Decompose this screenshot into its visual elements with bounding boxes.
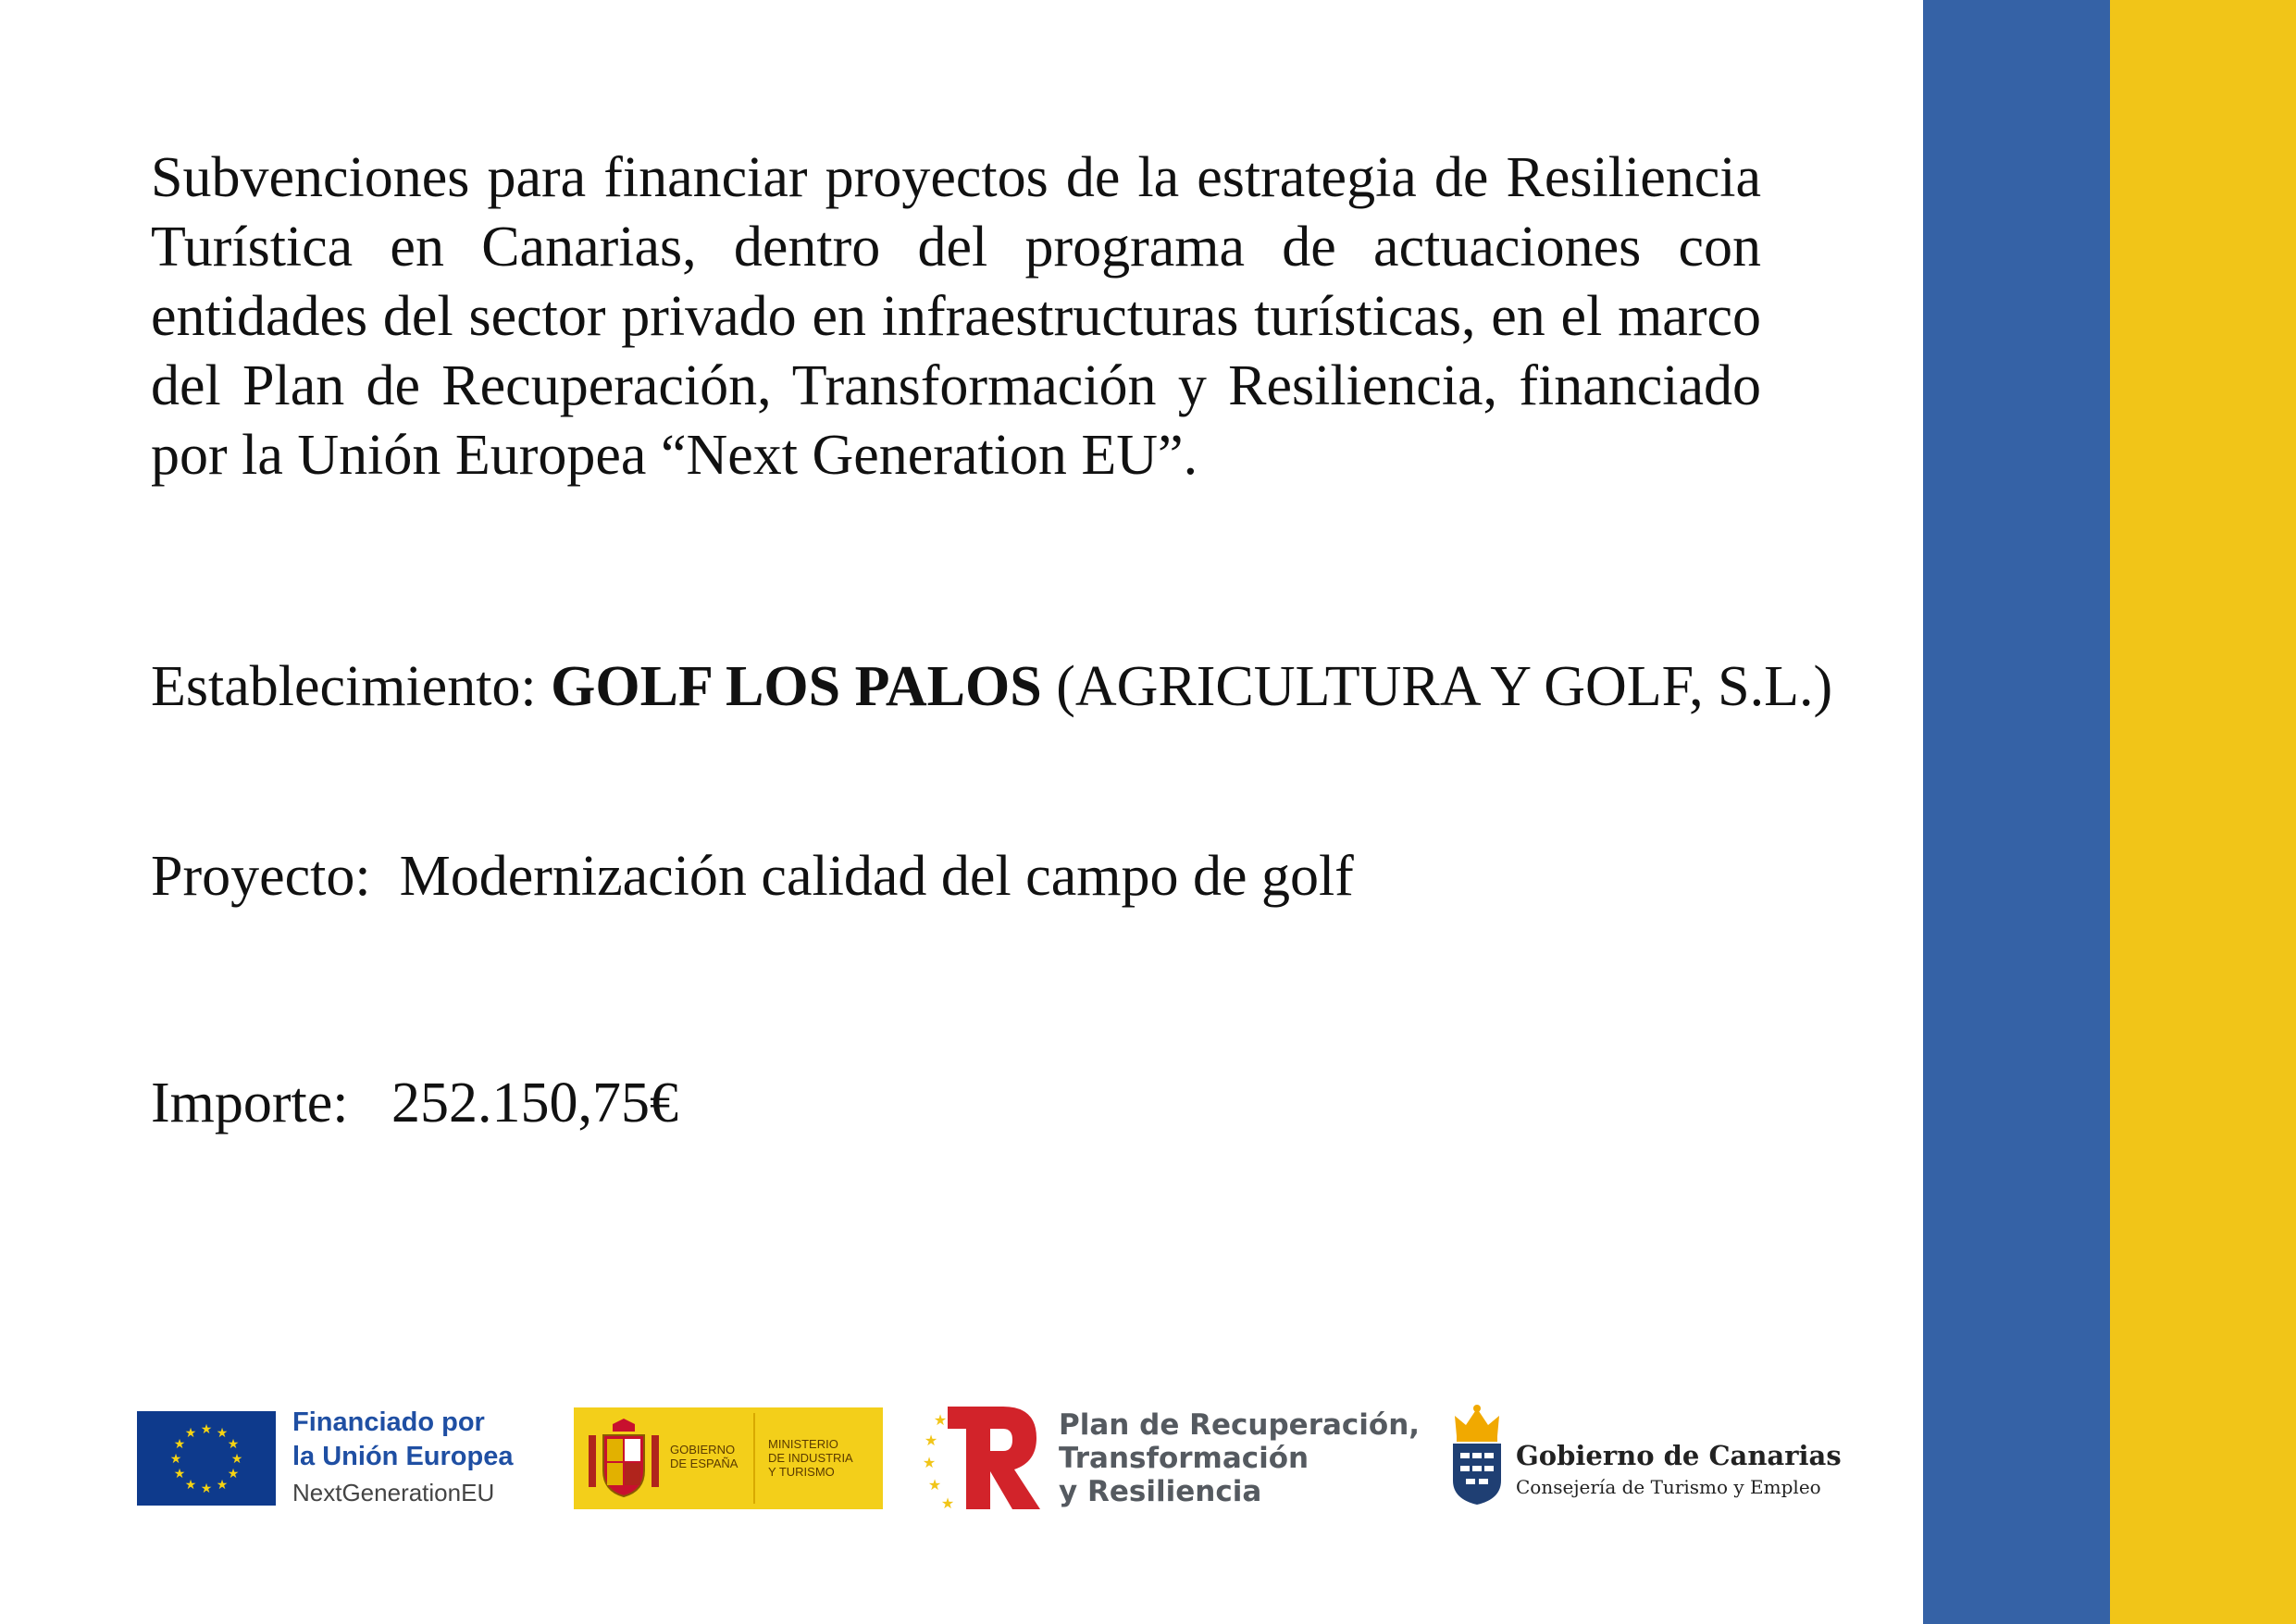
- ministerio-text: [768, 1437, 870, 1479]
- prtr-logo-icon: [922, 1405, 1042, 1511]
- plan-recuperacion-text: [1059, 1408, 1420, 1508]
- yellow-side-stripe: [2110, 0, 2296, 1624]
- svg-text:★: ★: [173, 1438, 186, 1452]
- establecimiento-label: Establecimiento:: [151, 655, 552, 718]
- canarias-crown-shield-icon: [1449, 1403, 1505, 1506]
- document-body: [151, 143, 1833, 1134]
- svg-text:★: ★: [173, 1468, 186, 1481]
- importe-value: 252.150,75€: [391, 1072, 678, 1134]
- establecimiento-name: GOLF LOS PALOS: [551, 655, 1042, 718]
- svg-text:★: ★: [927, 1478, 942, 1494]
- eu-line-2: la Unión Europea: [292, 1442, 514, 1471]
- intro-paragraph: Subvenciones para financiar proyectos de la estrategia de Resiliencia Turística en Canarias, dentro del programa de actuaciones con entidades del sector privado en infraestructuras turísticas, en el marco del Plan de Recuperación, Transformación y Resiliencia, financiado por la Unión Europea “Next Generation EU”.: [151, 146, 1761, 487]
- svg-text:★: ★: [184, 1479, 197, 1493]
- svg-text:★: ★: [184, 1427, 197, 1441]
- importe-label: Importe:: [151, 1072, 391, 1134]
- blue-side-stripe: [1923, 0, 2110, 1624]
- prtr-line-2: Transformación: [1059, 1442, 1309, 1475]
- gobierno-espana-logo: [574, 1407, 883, 1509]
- svg-text:★: ★: [940, 1496, 955, 1511]
- proyecto-line: [151, 842, 1354, 911]
- gobierno-line-2: DE ESPAÑA: [670, 1457, 738, 1470]
- establecimiento-company: (AGRICULTURA Y GOLF, S.L.): [1041, 655, 1833, 718]
- ministerio-line-1: MINISTERIO: [768, 1437, 838, 1451]
- svg-text:★: ★: [227, 1468, 240, 1481]
- gobierno-canarias-subtitle: Consejería de Turismo y Empleo: [1516, 1476, 1821, 1498]
- spain-logo-divider: [753, 1413, 755, 1504]
- svg-text:★: ★: [200, 1482, 213, 1496]
- importe-line: [151, 1069, 678, 1138]
- plan-recuperacion-logo: [922, 1405, 1421, 1516]
- ministerio-line-2: DE INDUSTRIA: [768, 1451, 853, 1465]
- gobierno-canarias-title: Gobierno de Canarias: [1516, 1440, 1842, 1471]
- svg-text:★: ★: [169, 1453, 182, 1467]
- svg-text:★: ★: [216, 1427, 229, 1441]
- svg-text:★: ★: [922, 1456, 937, 1471]
- gobierno-line-1: GOBIERNO: [670, 1443, 736, 1457]
- eu-funding-logo: [137, 1409, 526, 1511]
- ministerio-line-3: Y TURISMO: [768, 1465, 835, 1479]
- eu-flag-icon: [137, 1411, 276, 1506]
- svg-text:★: ★: [933, 1413, 948, 1429]
- eu-funding-text: [292, 1406, 513, 1511]
- spain-coat-of-arms-icon: [587, 1419, 661, 1500]
- svg-text:★: ★: [227, 1438, 240, 1452]
- proyecto-label: Proyecto:: [151, 845, 400, 908]
- establecimiento-line: [151, 652, 1832, 722]
- gobierno-canarias-logo: [1449, 1403, 1842, 1514]
- proyecto-value: Modernización calidad del campo de golf: [399, 845, 1354, 908]
- svg-text:★: ★: [200, 1423, 213, 1437]
- eu-line-3: NextGenerationEU: [292, 1479, 495, 1506]
- eu-line-1: Financiado por: [292, 1407, 485, 1437]
- prtr-line-1: Plan de Recuperación,: [1059, 1408, 1421, 1442]
- gobierno-espana-text: [670, 1443, 753, 1470]
- svg-text:★: ★: [216, 1479, 229, 1493]
- svg-text:★: ★: [230, 1453, 243, 1467]
- svg-text:★: ★: [924, 1433, 938, 1449]
- prtr-line-3: y Resiliencia: [1059, 1475, 1262, 1508]
